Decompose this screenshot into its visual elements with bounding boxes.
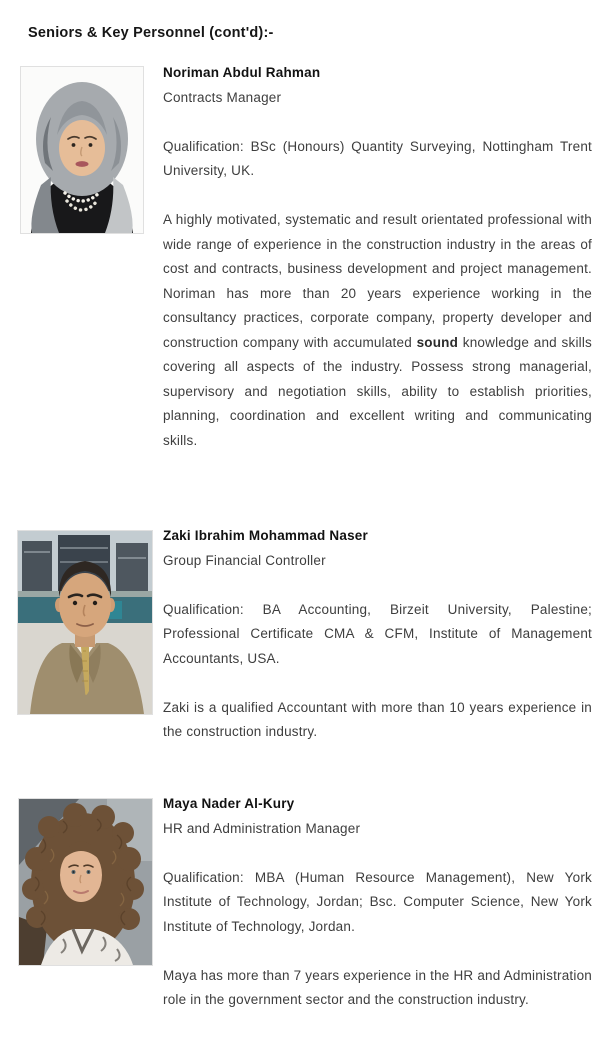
- qualification-paragraph: Qualification: BSc (Honours) Quantity Surveying, Nottingham Trent University, UK.: [163, 138, 592, 178]
- person-name: Noriman Abdul Rahman: [163, 65, 321, 80]
- profile-zaki: [163, 524, 592, 745]
- woman-headscarf-portrait-image: [21, 67, 143, 233]
- profile-noriman: [163, 61, 592, 453]
- profile-photo-maya: [19, 799, 152, 965]
- bio-paragraph: [163, 696, 592, 745]
- bio-paragraph: [163, 964, 592, 1013]
- woman-curly-hair-portrait-image: [19, 799, 152, 965]
- bio-paragraph: [163, 208, 592, 453]
- person-role: Contracts Manager: [163, 89, 282, 105]
- bio-text-pre: Zaki is a qualified Accountant with more than 10 years experience in the construction industry.: [163, 699, 592, 739]
- bio-text-pre: Maya has more than 7 years experience in the HR and Administration role in the government sector and the construction industry.: [163, 967, 592, 1007]
- person-name: Maya Nader Al-Kury: [163, 796, 295, 811]
- page-title: Seniors & Key Personnel (cont'd):-: [28, 25, 274, 41]
- profile-maya: [163, 792, 592, 1013]
- person-role: Group Financial Controller: [163, 552, 326, 568]
- profile-photo-noriman: [21, 67, 143, 233]
- man-suit-portrait-image: [18, 531, 152, 714]
- bio-text-post: knowledge and skills covering all aspects of the industry. Possess strong managerial, supervisory and negotiation skills, ability to establish priorities, planning, coordination and excellent writing and communicating skills.: [163, 334, 592, 448]
- bio-text-bold: sound: [416, 334, 459, 350]
- person-name: Zaki Ibrahim Mohammad Naser: [163, 528, 368, 543]
- qualification-paragraph: Qualification: MBA (Human Resource Management), New York Institute of Technology, Jordan; Bsc. Computer Science, New York Institute of Technology, Jordan.: [163, 869, 592, 934]
- person-role: HR and Administration Manager: [163, 820, 361, 836]
- profile-photo-zaki: [18, 531, 152, 714]
- qualification-paragraph: Qualification: BA Accounting, Birzeit University, Palestine; Professional Certificate CMA & CFM, Institute of Management Accountants, USA.: [163, 601, 592, 666]
- bio-text-pre: A highly motivated, systematic and result orientated professional with wide range of experience in the construction industry in the areas of cost and contracts, business development and project management. Noriman has more than 20 years experience working in the consultancy practices, corporate company, property developer and construction company with accumulated: [163, 212, 592, 350]
